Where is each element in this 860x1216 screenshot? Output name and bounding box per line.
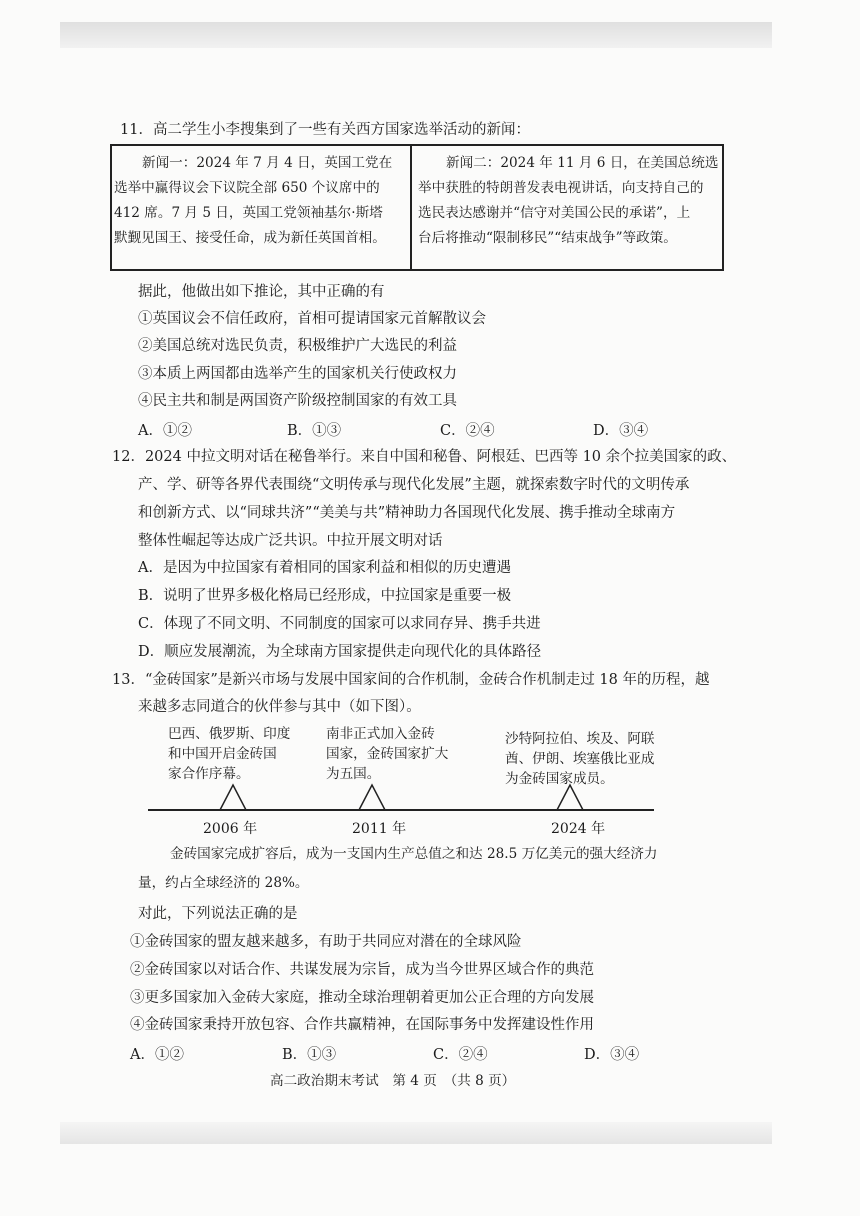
q13-material: 量，约占全球经济的 28%。 [138,875,309,891]
news-two [418,151,720,251]
q12-stem: 和创新方式、以“同球共济”“美美与共”精神助力各国现代化发展、携手推动全球南方 [138,505,676,521]
q13-option-d: D．③④ [584,1047,640,1063]
q12-stem: 产、学、研等各界代表围绕“文明传承与现代化发展”主题，就探索数字时代的文明传承 [138,477,690,493]
q11-statement: ④民主共和制是两国资产阶级控制国家的有效工具 [138,393,457,409]
q13-stem: 来越多志同道合的伙伴参与其中（如下图）。 [138,699,421,715]
q11-option-d: D．③④ [593,423,649,439]
q13-statement: ①金砖国家的盟友越来越多，有助于共同应对潜在的全球风险 [130,934,522,950]
timeline-year-2011: 2011 年 [352,821,407,837]
timeline-marker-2011 [359,785,385,810]
timeline-text-line: 沙特阿拉伯、埃及、阿联 [505,731,655,747]
news-two-line: 选民表达感谢并“信守对美国公民的承诺”，上 [418,205,691,221]
q13-stem: 13．“金砖国家”是新兴市场与发展中国家间的合作机制，金砖合作机制走过 18 年的历程，越 [112,672,710,688]
q11-option-b: B．①③ [287,423,342,439]
q13-material: 金砖国家完成扩容后，成为一支国内生产总值之和达 28.5 万亿美元的强大经济力 [170,846,658,862]
q11-statement: ③本质上两国都由选举产生的国家机关行使政权力 [138,366,457,382]
q11-statement: ②美国总统对选民负责，积极维护广大选民的利益 [138,338,457,354]
timeline-marker-2006 [220,785,246,810]
timeline-text-line: 国家，金砖国家扩大 [326,746,449,762]
q11-statement: ①英国议会不信任政府，首相可提请国家元首解散议会 [138,311,486,327]
timeline-year-2006: 2006 年 [203,821,258,837]
timeline-text-line: 为五国。 [326,766,381,782]
q11-question: 据此，他做出如下推论，其中正确的有 [138,284,385,300]
q13-option-a: A．①② [130,1047,184,1063]
timeline-year-2024: 2024 年 [551,821,606,837]
news-one [114,151,408,251]
news-two-line: 新闻二：2024 年 11 月 6 日，在美国总统选 [446,155,719,171]
timeline-text-line: 酋、伊朗、埃塞俄比亚成 [505,751,655,767]
timeline-axis [148,780,658,816]
q11-stem: 11．高二学生小李搜集到了一些有关西方国家选举活动的新闻： [120,122,530,138]
timeline-text-line: 为金砖国家成员。 [505,771,614,787]
q13-statement: ②金砖国家以对话合作、共谋发展为宗旨，成为当今世界区域合作的典范 [130,962,594,978]
news-one-line: 新闻一：2024 年 7 月 4 日，英国工党在 [142,155,393,171]
timeline-text-line: 巴西、俄罗斯、印度 [168,726,291,742]
news-two-line: 举中获胜的特朗普发表电视讲话，向支持自己的 [418,180,704,196]
news-one-line: 默觐见国王、接受任命，成为新任英国首相。 [114,230,386,246]
q13-option-c: C．②④ [433,1047,488,1063]
news-divider [410,144,412,271]
timeline-text-line: 家合作序幕。 [168,766,250,782]
q11-option-c: C．②④ [440,423,495,439]
scan-shadow-bottom [60,1122,772,1144]
timeline-text-line: 和中国开启金砖国 [168,746,277,762]
news-one-line: 选举中赢得议会下议院全部 650 个议席中的 [114,180,380,196]
scan-shadow-top [60,22,772,48]
q13-question: 对此，下列说法正确的是 [138,906,298,922]
timeline-marker-2024 [557,785,583,810]
q13-option-b: B．①③ [282,1047,337,1063]
q12-stem: 12．2024 中拉文明对话在秘鲁举行。来自中国和秘鲁、阿根廷、巴西等 10 余个拉美国家的政、 [112,449,737,465]
news-one-line: 412 席。7 月 5 日，英国工党领袖基尔·斯塔 [114,205,383,221]
timeline-text-line: 南非正式加入金砖 [326,726,435,742]
q11-option-a: A．①② [138,423,192,439]
q12-option-c: C．体现了不同文明、不同制度的国家可以求同存异、携手共进 [138,616,541,632]
page-footer: 高二政治期末考试 第 4 页 （共 8 页） [270,1073,516,1089]
q12-option-a: A．是因为中拉国家有着相同的国家利益和相似的历史遭遇 [138,560,511,576]
q13-statement: ③更多国家加入金砖大家庭，推动全球治理朝着更加公正合理的方向发展 [130,990,594,1006]
timeline-text-2006 [168,724,290,784]
q12-option-b: B．说明了世界多极化格局已经形成，中拉国家是重要一极 [138,588,512,604]
timeline-text-2011 [326,724,448,784]
q13-statement: ④金砖国家秉持开放包容、合作共赢精神，在国际事务中发挥建设性作用 [130,1017,594,1033]
q12-stem: 整体性崛起等达成广泛共识。中拉开展文明对话 [138,533,443,549]
q12-option-d: D．顺应发展潮流，为全球南方国家提供走向现代化的具体路径 [138,644,542,660]
news-two-line: 台后将推动“限制移民”“结束战争”等政策。 [418,230,677,246]
